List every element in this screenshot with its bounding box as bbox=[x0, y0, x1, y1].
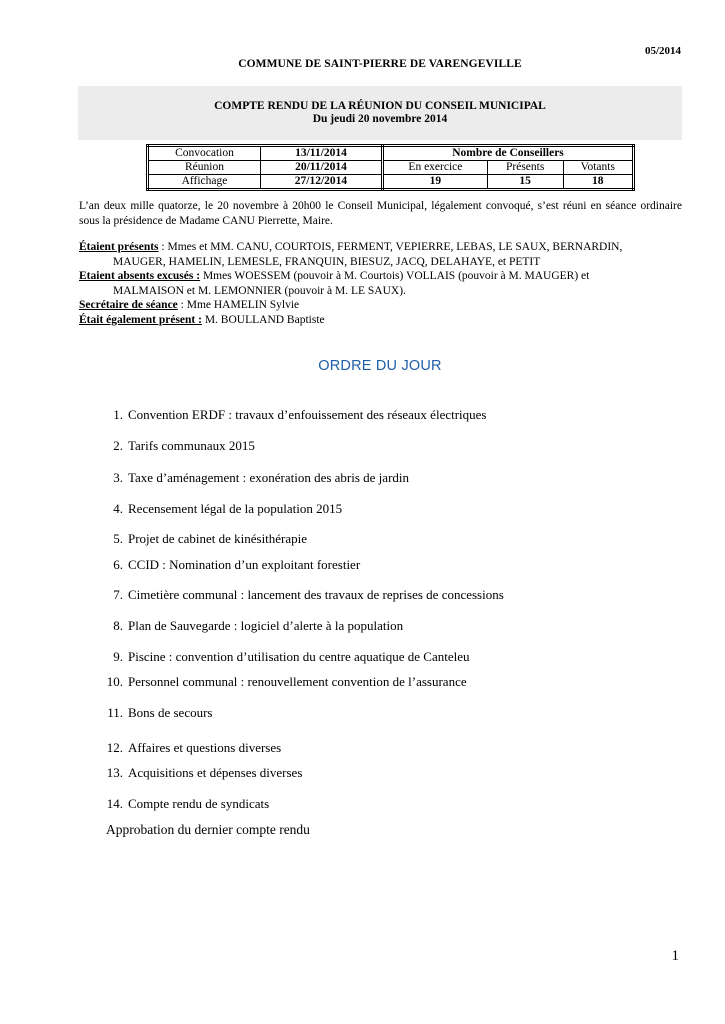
page-number: 1 bbox=[671, 948, 679, 964]
list-item bbox=[96, 501, 342, 517]
list-item bbox=[96, 674, 467, 690]
date-value: 13/11/2014 bbox=[261, 146, 383, 161]
list-item bbox=[96, 587, 504, 603]
present-text: : Mmes et MM. CANU, COURTOIS, FERMENT, VEPIERRE, LEBAS, LE SAUX, BERNARDIN, bbox=[158, 241, 623, 253]
list-item bbox=[96, 705, 213, 721]
list-item bbox=[96, 557, 360, 573]
item-number: 11. bbox=[107, 705, 123, 720]
item-number: 3. bbox=[113, 470, 123, 485]
item-number: 1. bbox=[113, 407, 123, 422]
list-item bbox=[96, 531, 307, 547]
absent-label: Etaient absents excusés : bbox=[79, 270, 201, 282]
date-label: Affichage bbox=[148, 175, 261, 190]
item-text: CCID : Nomination d’un exploitant forestier bbox=[128, 557, 361, 572]
list-item bbox=[96, 407, 487, 423]
list-item bbox=[96, 796, 269, 812]
commune-name: COMMUNE DE SAINT-PIERRE DE VARENGEVILLE bbox=[238, 58, 522, 70]
item-text: Compte rendu de syndicats bbox=[128, 796, 270, 811]
item-text: Recensement légal de la population 2015 bbox=[128, 501, 343, 516]
date-value: 27/12/2014 bbox=[261, 175, 383, 190]
item-number: 2. bbox=[113, 438, 123, 453]
present-text-continued: MAUGER, HAMELIN, LEMESLE, FRANQUIN, BIESUZ, JACQ, DELAHAYE, et PETIT bbox=[113, 255, 541, 268]
list-item bbox=[96, 470, 409, 486]
agenda-title: ORDRE DU JOUR bbox=[318, 358, 442, 374]
also-present-label: Était également présent : bbox=[79, 313, 202, 326]
secretary-label: Secrétaire de séance bbox=[79, 299, 178, 311]
absent-text-continued: MALMAISON et M. LEMONNIER (pouvoir à M. LE SAUX). bbox=[113, 284, 406, 297]
item-text: Affaires et questions diverses bbox=[128, 740, 282, 755]
list-item bbox=[96, 618, 403, 634]
list-item bbox=[96, 649, 470, 665]
item-number: 7. bbox=[113, 587, 123, 602]
list-item bbox=[96, 740, 281, 756]
count-present: 15 bbox=[487, 175, 563, 190]
item-number: 6. bbox=[113, 557, 123, 572]
item-number: 8. bbox=[113, 618, 123, 633]
approval-item: Approbation du dernier compte rendu bbox=[106, 822, 310, 837]
councillors-table-title: Nombre de Conseillers bbox=[383, 146, 634, 161]
item-text: Bons de secours bbox=[128, 705, 213, 720]
item-number: 5. bbox=[113, 531, 123, 546]
intro-paragraph: L’an deux mille quatorze, le 20 novembre à 20h00 le Conseil Municipal, légalement convoqué, s’est réuni en séance ordinaire sous la présidence de Madame CANU Pierrette, Maire. bbox=[79, 200, 682, 227]
item-number: 12. bbox=[106, 740, 123, 755]
present-label: Étaient présents bbox=[79, 241, 159, 253]
item-text: Acquisitions et dépenses diverses bbox=[128, 765, 303, 780]
document-subtitle: Du jeudi 20 novembre 2014 bbox=[312, 113, 448, 125]
also-present-text: M. BOULLAND Baptiste bbox=[201, 313, 325, 326]
list-item bbox=[96, 765, 302, 781]
item-number: 4. bbox=[113, 501, 123, 516]
list-item bbox=[96, 438, 255, 454]
item-number: 10. bbox=[106, 674, 123, 689]
column-header: Votants bbox=[563, 161, 633, 175]
item-number: 14. bbox=[106, 796, 123, 811]
date-label: Convocation bbox=[148, 146, 261, 161]
count-voting: 18 bbox=[563, 175, 633, 190]
column-header: Présents bbox=[487, 161, 563, 175]
date-value: 20/11/2014 bbox=[261, 161, 383, 175]
count-in-office: 19 bbox=[383, 175, 488, 190]
document-title: COMPTE RENDU DE LA RÉUNION DU CONSEIL MUNICIPAL bbox=[214, 100, 546, 112]
item-text: Personnel communal : renouvellement convention de l’assurance bbox=[128, 674, 467, 689]
item-number: 9. bbox=[113, 649, 123, 664]
item-text: Piscine : convention d’utilisation du centre aquatique de Canteleu bbox=[128, 649, 470, 664]
item-number: 13. bbox=[106, 765, 123, 780]
date-label: Réunion bbox=[148, 161, 261, 175]
item-text: Plan de Sauvegarde : logiciel d’alerte à la population bbox=[128, 618, 404, 633]
document-reference: 05/2014 bbox=[644, 45, 681, 57]
column-header: En exercice bbox=[383, 161, 488, 175]
item-text: Convention ERDF : travaux d’enfouissement des réseaux électriques bbox=[128, 407, 487, 422]
item-text: Cimetière communal : lancement des travaux de reprises de concessions bbox=[128, 587, 504, 602]
item-text: Projet de cabinet de kinésithérapie bbox=[128, 531, 308, 546]
item-text: Tarifs communaux 2015 bbox=[128, 438, 255, 453]
secretary-text: : Mme HAMELIN Sylvie bbox=[177, 299, 300, 311]
absent-text: Mmes WOESSEM (pouvoir à M. Courtois) VOLLAIS (pouvoir à M. MAUGER) et bbox=[200, 270, 590, 282]
item-text: Taxe d’aménagement : exonération des abris de jardin bbox=[128, 470, 410, 485]
